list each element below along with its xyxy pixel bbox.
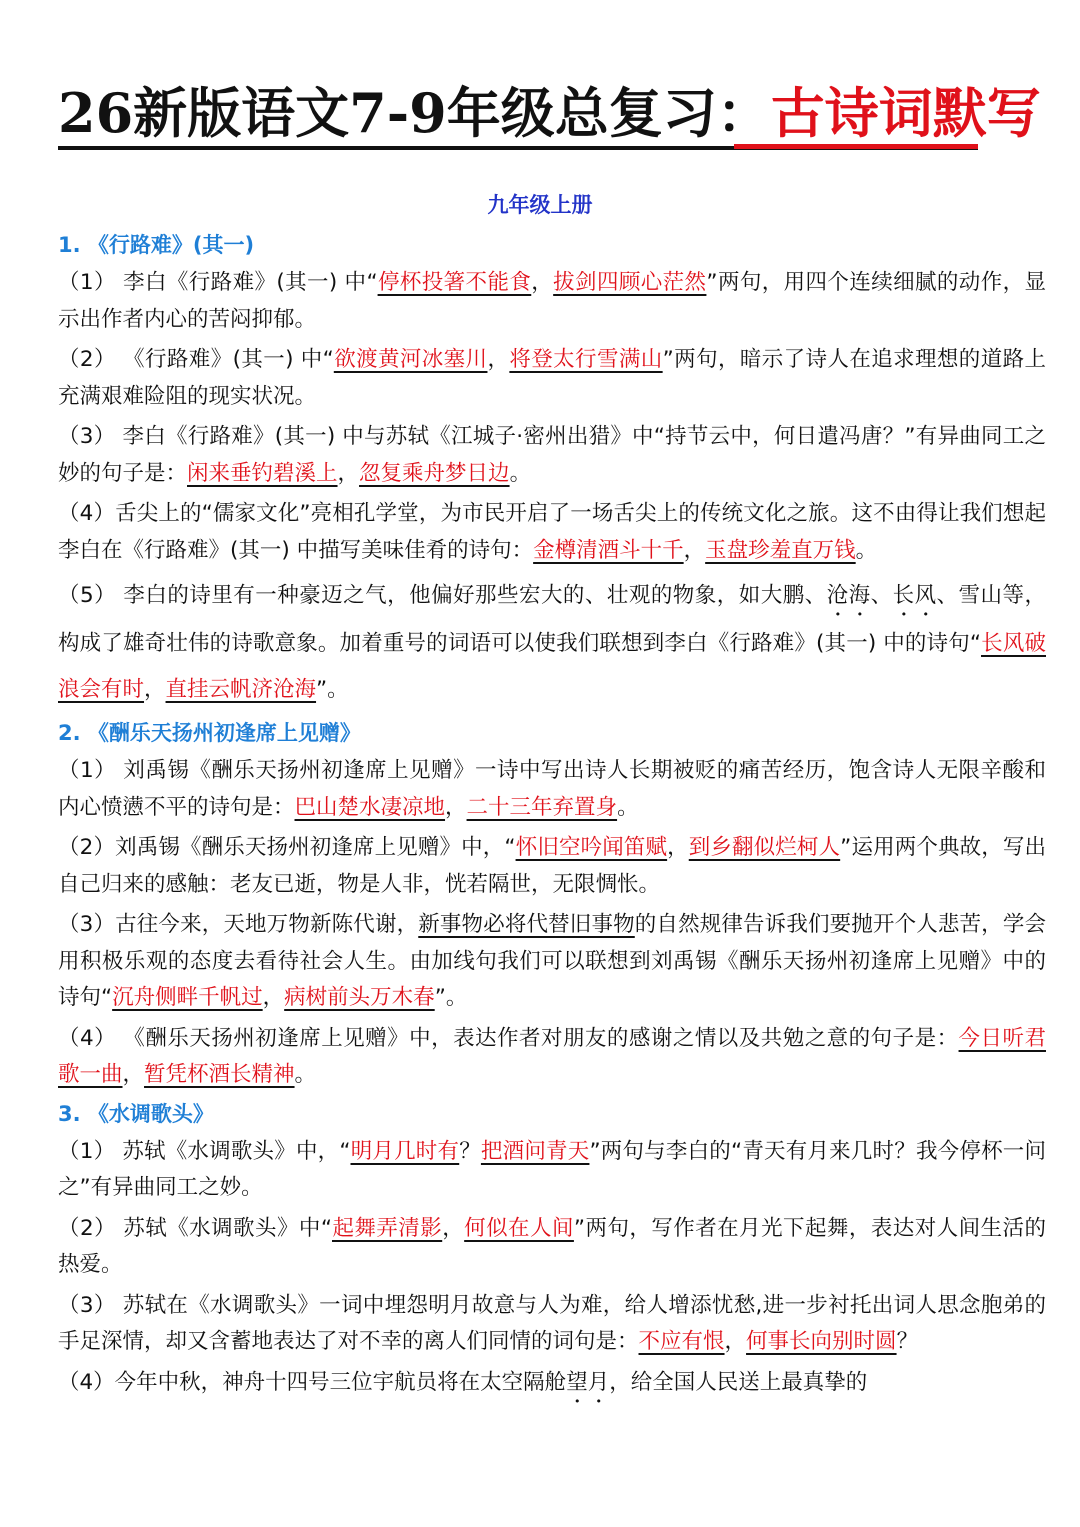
question-text: ”两句与李白的“青天有月来几时？我今停杯一问之”有异曲同工之妙。 [58,1138,1046,1200]
question-text: ，给全国人民送上最真挚的 [609,1369,868,1395]
title-block [58,81,1041,156]
emphasis-word: 长风 [892,583,937,608]
question-text: 。 [617,794,639,820]
question-text: 的自然规律告诉我们要抛开个人悲苦，学会用积极乐观的态度去看待社会人生。由加线句我们可以联想到刘禹锡《酬乐天扬州初逢席上见赠》中的诗句“ [58,912,1046,1010]
section-heading-shuidiaogetou: 3. 《水调歌头》 [58,1101,214,1126]
question-text: ， [667,835,689,860]
question-text: 。 [509,460,532,486]
emphasis-word: 沧海 [826,583,871,608]
answer-blank: 直挂云帆济沧海 [165,677,317,702]
answer-blank: 把酒问青天 [480,1138,590,1164]
title-main: 26新版语文7-9年级总复习： [58,81,771,145]
question-3-4 [58,1365,1046,1408]
question-text: （3）古往今来，天地万物新陈代谢， [58,912,419,937]
answer-blank: 将登太行雪满山 [509,347,663,372]
question-text: ”两句，写作者在月光下起舞，表达对人间生活的热爱。 [58,1215,1046,1277]
question-text: 。 [294,1062,317,1087]
question-text: ， [683,537,706,563]
section-heading-chouletian: 2. 《酬乐天扬州初逢席上见赠》 [58,721,361,745]
question-text: ”两句，用四个连续细腻的动作，显示出作者内心的苦闷抑郁。 [58,270,1046,332]
question-3-3 [58,1288,1046,1361]
question-3-1 [58,1134,1046,1207]
question-text: ， [724,1329,747,1354]
answer-blank: 闲来垂钓碧溪上 [187,460,338,486]
question-text: ， [262,985,285,1010]
question-text: （5） 李白的诗里有一种豪迈之气，他偏好那些宏大的、壮观的物象，如大鹏、 [58,583,827,608]
question-text: 。 [855,537,878,563]
answer-blank: 明月几时有 [350,1138,460,1164]
content-body [58,226,1046,1412]
question-text: （4）今年中秋，神舟十四号三位宇航员将在太空隔舱 [58,1369,567,1395]
question-text: （3） 李白《行路难》(其一) 中与苏轼《江城子·密州出猎》中“持节云中，何日遣冯唐？”有异曲同工之妙的句子是： [58,424,1046,486]
question-text: （1） 李白《行路难》(其一) 中“ [58,270,378,295]
answer-blank: 何事长向别时圆 [746,1329,897,1354]
question-text: ， [442,1215,465,1241]
question-text: ”。 [434,985,468,1010]
answer-blank: 今日听君歌一曲 [58,1025,1046,1087]
underlined-phrase: 新事物必将代替旧事物 [418,912,635,937]
answer-blank: 沉舟侧畔千帆过 [112,985,263,1010]
answer-blank: 停杯投箸不能食 [377,270,532,295]
answer-blank: 欲渡黄河冰塞川 [333,347,488,372]
section-heading-xinglunan: 1. 《行路难》(其一) [58,233,255,257]
answer-blank: 金樽清酒斗十千 [533,537,684,563]
answer-blank: 怀旧空吟闻笛赋 [515,835,668,860]
question-text: ”运用两个典故，写出自己归来的感触：老友已逝，物是人非，恍若隔世，无限惆怅。 [58,835,1046,897]
question-text: ”。 [316,677,349,702]
question-text: 、雪山等，构成了雄奇壮伟的诗歌意象。加着重号的词语可以使我们联想到李白《行路难》(其一) 中的诗句“ [58,583,1046,656]
question-1-3 [58,419,1046,492]
answer-blank: 暂凭杯酒长精神 [144,1062,295,1087]
answer-blank: 玉盘珍羞直万钱 [705,537,856,563]
question-text: ？ [459,1138,481,1164]
question-text: ， [445,794,467,820]
volume-heading: 九年级上册 [487,193,593,217]
question-text: ， [337,460,360,486]
question-text: （4） 《酬乐天扬州初逢席上见赠》中，表达作者对朋友的感谢之情以及共勉之意的句子是： [58,1025,959,1051]
answer-blank: 拔剑四顾心茫然 [553,270,707,295]
question-text: ？ [896,1329,919,1354]
question-1-2 [58,342,1046,415]
question-2-4 [58,1021,1046,1094]
answer-blank: 二十三年弃置身 [466,794,618,820]
title-highlight: 古诗词默写 [770,81,1041,145]
question-text: （3） 苏轼在《水调歌头》一词中埋怨明月故意与人为难，给人增添忧愁,进一步衬托出词人思念胞弟的手足深情，却又含蓄地表达了对不幸的离人们同情的词句是： [58,1292,1046,1354]
answer-blank: 何似在人间 [464,1215,574,1241]
question-text: ， [144,677,166,702]
answer-blank: 不应有恨 [638,1329,725,1354]
question-text: （2）刘禹锡《酬乐天扬州初逢席上见赠》中，“ [58,835,516,860]
title-highlight-underline [734,144,978,149]
question-text: ”两句，暗示了诗人在追求理想的道路上充满艰难险阻的现实状况。 [58,347,1046,409]
page-title [58,81,1041,145]
question-text: ， [487,347,510,372]
question-text: （2） 苏轼《水调歌头》中“ [58,1215,332,1241]
answer-blank: 长风破浪会有时 [58,631,1046,702]
question-1-5 [58,573,1046,713]
answer-blank: 到乡翻似烂柯人 [688,835,841,860]
answer-blank: 起舞弄清影 [332,1215,443,1241]
question-2-1 [58,753,1046,826]
question-1-1 [58,265,1046,338]
answer-blank: 忽复乘舟梦日边 [359,460,510,486]
answer-blank: 巴山楚水凄凉地 [294,794,446,820]
emphasis-word: 望月 [566,1369,610,1395]
question-text: （1） 刘禹锡《酬乐天扬州初逢席上见赠》一诗中写出诗人长期被贬的痛苦经历，饱含诗人无限辛酸和内心愤懑不平的诗句是： [58,758,1046,820]
question-text: （1） 苏轼《水调歌头》中，“ [58,1138,351,1164]
answer-blank: 病树前头万木春 [284,985,435,1010]
question-text: ， [122,1062,145,1087]
question-1-4 [58,496,1046,569]
question-text: 、 [870,583,893,608]
question-text: （2） 《行路难》(其一) 中“ [58,347,334,372]
question-2-2 [58,830,1046,903]
question-text: （4）舌尖上的“儒家文化”亮相孔学堂，为市民开启了一场舌尖上的传统文化之旅。这不由得让我们想起李白在《行路难》(其一) 中描写美味佳肴的诗句： [58,501,1046,563]
question-text: ， [531,270,554,295]
question-2-3 [58,907,1046,1017]
question-3-2 [58,1211,1046,1284]
